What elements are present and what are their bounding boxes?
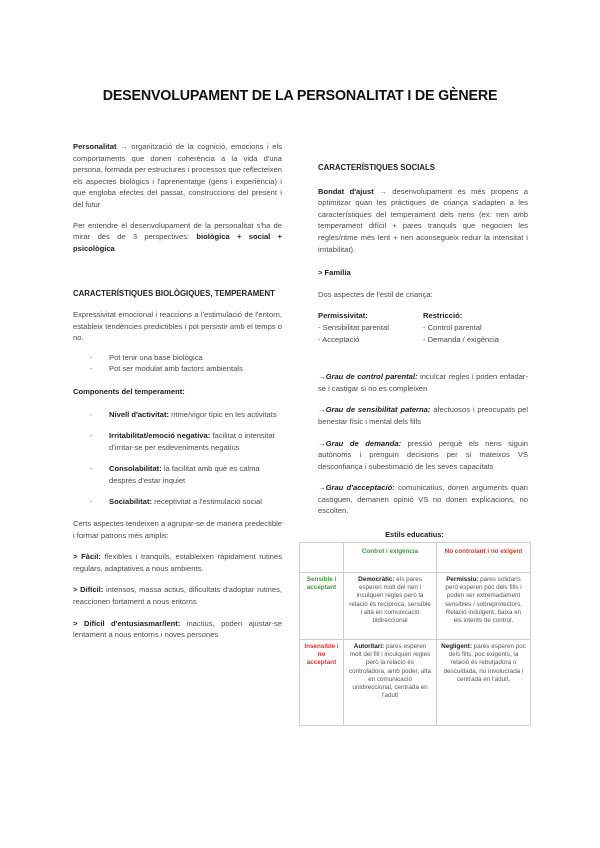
bio-text: Expressivitat emocional i reaccions a l'estimulació de l'entorn, estableix tendències predictibles i pot persistir amb el temps o no. — [73, 309, 282, 343]
col-header-control: Control i exigència — [344, 543, 437, 573]
dos-aspectes: Dos aspectes de l'estil de criança: — [318, 289, 433, 299]
row-header-sensible: Sensible i acceptant — [300, 573, 344, 640]
col-header-no-control: No controlant i no exigent — [437, 543, 531, 573]
bondat-ajust: Bondat d'ajust → desenvolupament és més propens a optimitzar quan les pràctiques de criança s'adapten a les característiques del temperament dels nens (ex: nen amb temperament difícil + pares tranquils que negocien les regles/ritme més lent + nen aconsegueix reduir la intensitat i irritabilitat). — [318, 186, 528, 254]
pattern-lent: > Difícil d'entusiasmar/lent: inactius, poden ajustar-se lentament a nous entorns i noves persones — [73, 618, 282, 640]
patterns-text: Certs aspectes tendeixen a agrupar-se de manera predectible i formar patrons més amplis: — [73, 519, 282, 540]
perspectives-paragraph: Per entendre el desenvolupament de la personalitat s'ha de mirar des de 3 perspectives: biològica + social + psicològica — [73, 220, 283, 253]
left-column — [73, 141, 282, 641]
cell-autoritari: Autoritari: pares esperen molt del fill i inculquen regles però la relació és controladora, amb poder, alta en comunicació unidireccional, centrada en l'adult — [344, 640, 437, 726]
permissivitat-block: Permissivitat: - Sensibilitat parental - Acceptació — [318, 311, 389, 344]
components-heading: Components del temperament: — [73, 386, 185, 396]
component-item: - Nivell d'activitat: ritme/vigor típic en les activitats — [73, 409, 282, 421]
grau-acceptacio: →Grau d'acceptació: comunicatius, donen arguments quan castiguen, demanen opinió VS no donen explicacions, no escolten. — [318, 483, 528, 516]
restriccio-block: Restricció: - Control parental - Demanda / exigència — [423, 311, 499, 344]
page-title: DESENVOLUPAMENT DE LA PERSONALITAT I DE GÈNERE — [102, 88, 498, 104]
grau-control: →Grau de control parental: inculcar regles i poden enfadar-se i castigar si no es compleixen — [318, 372, 528, 393]
pattern-facil: > Fàcil: flexibles i tranquils, estableixen ràpidament rutines regulars, adaptatives a nous ambients. — [73, 552, 282, 573]
social-heading: CARACTERÍSTIQUES SOCIALS — [318, 163, 435, 172]
component-item: - Irritabilitat/emoció negativa: facilitat o intensitat d'irritar-se per esdeveniments negatius — [73, 430, 282, 453]
cell-permissiu: Permissiu: pares solidaris però esperen poc dels fills i poden ser extremadament sensibles / sobreprotectors. Relació indulgent, baixa en els intents de control. — [437, 573, 531, 640]
table-title: Estils educatius: — [385, 530, 444, 539]
pattern-dificil: > Difícil: intensos, massa actius, dificultats d'adoptar rutines, reaccionen fortament a nous entorns — [73, 585, 282, 607]
table-corner — [300, 543, 344, 573]
familia-heading: > Família — [318, 268, 351, 278]
bio-bullet: - Pot ser modulat amb factors ambientals — [73, 363, 282, 375]
bio-heading: CARACTERÍSTIQUES BIOLÒGIQUES, TEMPERAMENT — [73, 289, 275, 299]
personalitat-definition: Personalitat → organització de la cognició, emocions i els comportaments que donen coherència a la vida d'una persona, formada per estructures i processos que reflecteixen els aspectes biològics i l'aprenentatge (gens i experiència) i que engloba efectes del passat, construccions del present i del futur — [73, 142, 282, 209]
parenting-aspects — [318, 310, 528, 345]
right-column — [318, 162, 528, 517]
cell-negligent: Negligent: pares esperen poc dels fills, poc exigents, la relació és rebutjadora o descuidada, no involucrada i centrada en l'adult. — [437, 640, 531, 726]
grau-sensibilitat: →Grau de sensibilitat paterna: afectuosos i preocupats pel benestar físic i mental dels fills — [318, 405, 528, 426]
cell-democratic: Democràtic: els pares esperen molt del nen i inculquen regles però la relació és recíproca, sensible i alta en comunicació bidireccional — [344, 573, 437, 640]
grau-demanda: →Grau de demanda: pressió perquè els nens siguin autònoms i prenguin decisions per si mateixos VS desconfiança i subestimació de les seves capacitats — [318, 438, 528, 471]
component-item: - Sociabilitat: receptivitat a l'estimulació social — [73, 496, 282, 508]
component-item: - Consolabilitat: la facilitat amb què es calma després d'estar inquiet — [73, 463, 282, 486]
bio-bullet: - Pot tenir una base biològica — [73, 352, 282, 364]
estils-educatius-table — [299, 530, 530, 726]
row-header-insensible: Insensible i no acceptant — [300, 640, 344, 726]
